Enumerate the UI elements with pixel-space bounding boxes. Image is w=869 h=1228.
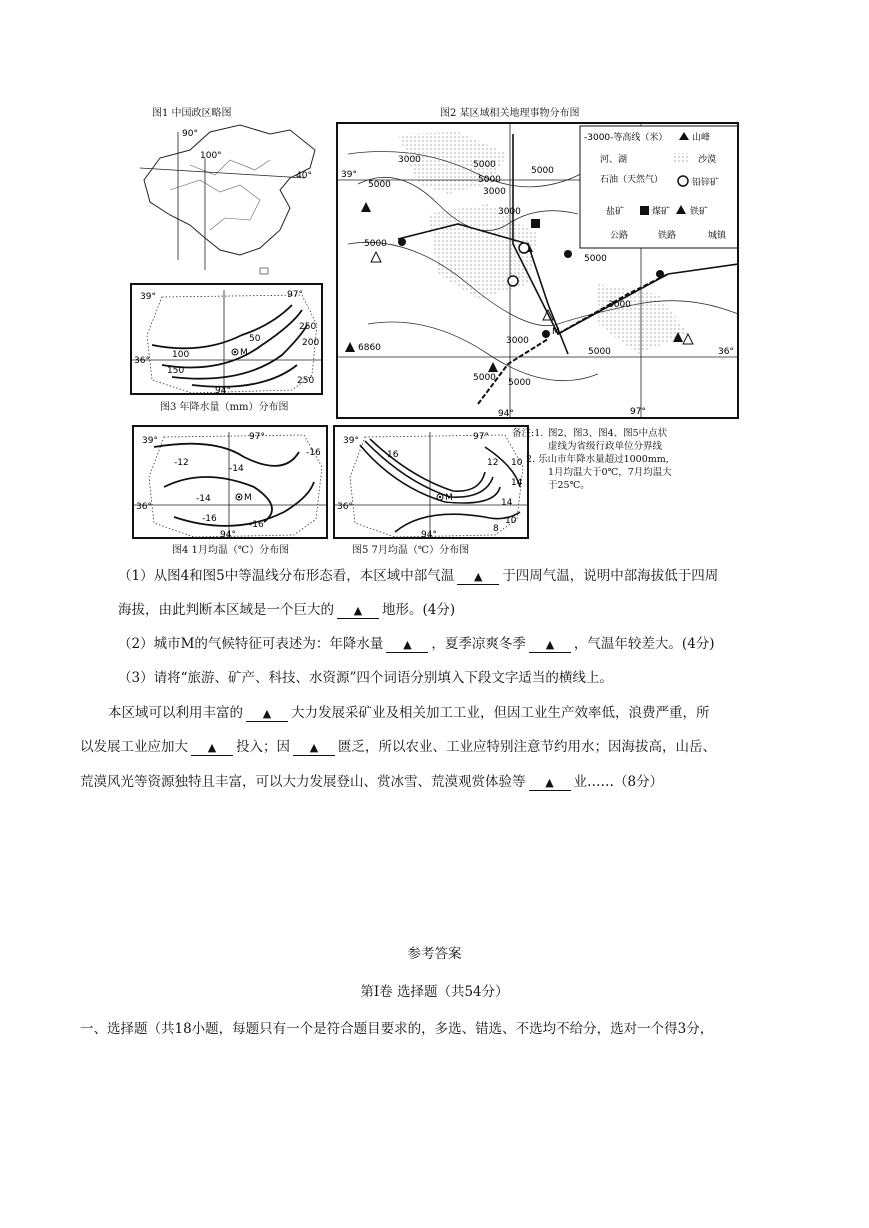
salt-icon bbox=[371, 252, 381, 262]
legend-peak: 山峰 bbox=[692, 133, 711, 143]
town-icon bbox=[398, 238, 406, 246]
isoline-label: -14 bbox=[196, 494, 211, 504]
para-text-e: 匮乏，所以农业、工业应特别注意节约用水；因海拔高，山岳、 bbox=[338, 739, 716, 755]
peak-icon bbox=[488, 362, 498, 372]
lead-zinc-icon bbox=[508, 276, 518, 286]
legend-contour: -3000-等高线（米） bbox=[584, 133, 668, 143]
question-1-line-2 bbox=[118, 600, 869, 620]
isoline-label: -16 bbox=[249, 520, 264, 530]
fig1-map bbox=[130, 120, 325, 278]
lead-zinc-icon bbox=[519, 243, 529, 253]
answer-title: 参考答案 bbox=[407, 946, 462, 962]
isoline-label: 8 bbox=[493, 524, 499, 534]
question-1-line-1 bbox=[118, 566, 869, 586]
lead-zinc-icon bbox=[678, 176, 688, 186]
answer-blank: ▲ bbox=[529, 775, 571, 791]
fig1-label-40: 40° bbox=[296, 171, 312, 181]
para-text-a: 本区域可以利用丰富的 bbox=[108, 705, 243, 721]
isoline-label: -14 bbox=[229, 464, 244, 474]
q2-text-c: ，气温年较差大。(4分) bbox=[573, 636, 715, 652]
china-map-outline bbox=[130, 120, 325, 278]
note-2c: 于25℃。 bbox=[548, 480, 590, 491]
legend-town: 城镇 bbox=[708, 231, 727, 241]
isoline-label: 12 bbox=[487, 458, 499, 468]
fig5-lon-97: 97° bbox=[473, 432, 489, 442]
city-m-label: M bbox=[552, 327, 560, 337]
answer-blank: ▲ bbox=[386, 637, 428, 653]
fig4-map-drawing bbox=[134, 427, 328, 539]
para-text-d: 投入；因 bbox=[236, 739, 290, 755]
paragraph-line-3 bbox=[80, 772, 869, 792]
contour-label: 5000 bbox=[473, 373, 496, 383]
fig4-lon-94: 94° bbox=[220, 530, 236, 540]
isoline-label: 200 bbox=[302, 338, 320, 348]
q1-text-c: 海拔，由此判断本区域是一个巨大的 bbox=[118, 602, 334, 618]
fig4-lat-39: 39° bbox=[142, 436, 158, 446]
contour-label: 3000 bbox=[608, 300, 631, 310]
fig4-map bbox=[132, 425, 328, 539]
lon-label-97: 97° bbox=[630, 407, 646, 417]
answer-blank: ▲ bbox=[293, 740, 335, 756]
fig3-caption: 图3 年降水量（mm）分布图 bbox=[160, 402, 289, 413]
contour-label: 5000 bbox=[364, 239, 387, 249]
fig4-city-m: M bbox=[244, 493, 252, 503]
isoline-label: 16 bbox=[387, 450, 399, 460]
notes-title: 备注:1. bbox=[512, 428, 544, 439]
answer-blank: ▲ bbox=[529, 637, 571, 653]
fig5-map bbox=[333, 425, 529, 539]
answer-line-1: 一、选择题（共18小题，每题只有一个是符合题目要求的，多选、错选、不选均不给分，选对一个得3分， bbox=[80, 1021, 714, 1037]
lat-label-39: 39° bbox=[341, 170, 357, 180]
para-text-c: 以发展工业应加大 bbox=[80, 739, 188, 755]
fig3-map bbox=[130, 283, 323, 395]
fig5-caption: 图5 7月均温（℃）分布图 bbox=[352, 545, 470, 556]
contour-label: 5000 bbox=[531, 166, 554, 176]
fig2-caption: 图2 某区域相关地理事物分布图 bbox=[440, 108, 580, 119]
legend-coal: 煤矿 bbox=[652, 207, 671, 217]
isoline-label: 14 bbox=[501, 498, 513, 508]
fig1-caption: 图1 中国政区略图 bbox=[152, 108, 232, 119]
isoline-label: 14 bbox=[511, 478, 523, 488]
contour-label: 5000 bbox=[508, 378, 531, 388]
paragraph-line-2 bbox=[80, 737, 869, 757]
answer-blank: ▲ bbox=[457, 569, 499, 585]
town-icon bbox=[656, 270, 664, 278]
legend-oil: 石油（天然气） bbox=[600, 175, 664, 185]
isoline-label: 150 bbox=[167, 366, 185, 376]
fig3-lon-94: 94° bbox=[215, 386, 231, 396]
question-3: （3）请将“旅游、矿产、科技、水资源”四个词语分别填入下段文字适当的横线上。 bbox=[118, 670, 613, 686]
legend-rail: 铁路 bbox=[658, 231, 677, 241]
contour-label: 5000 bbox=[478, 175, 501, 185]
salt-icon bbox=[683, 334, 693, 344]
para-text-f: 荒漠风光等资源独特且丰富，可以大力发展登山、赏冰雪、荒漠观赏体验等 bbox=[80, 774, 526, 790]
fig5-lat-36: 36° bbox=[337, 502, 353, 512]
fig3-lon-97: 97° bbox=[287, 290, 303, 300]
desert-icon bbox=[672, 153, 690, 163]
note-2: 2. 乐山市年降水量超过1000mm, bbox=[526, 454, 669, 465]
q1-text-b: 于四周气温，说明中部海拔低于四周 bbox=[502, 568, 719, 584]
q2-text-b: ，夏季凉爽冬季 bbox=[431, 636, 526, 652]
isoline-label: 10 bbox=[505, 516, 517, 526]
town-icon bbox=[564, 250, 572, 258]
fig5-map-drawing bbox=[335, 427, 529, 539]
fig3-lat-36: 36° bbox=[134, 356, 150, 366]
legend-desert: 沙漠 bbox=[698, 155, 717, 165]
answer-blank: ▲ bbox=[246, 706, 288, 722]
legend-lead-zinc: 铅锌矿 bbox=[692, 178, 720, 188]
coal-icon bbox=[640, 206, 649, 215]
contour-label: 5000 bbox=[368, 180, 391, 190]
legend-road: 公路 bbox=[610, 231, 629, 241]
note-1: 图2、图3、图4、图5中点状 bbox=[548, 428, 668, 439]
fig3-map-drawing bbox=[132, 285, 323, 395]
isoline-label: -16 bbox=[202, 514, 217, 524]
fig4-lon-97: 97° bbox=[249, 432, 265, 442]
town-icon bbox=[542, 330, 550, 338]
fig2-map bbox=[336, 122, 739, 419]
contour-label: 3000 bbox=[506, 336, 529, 346]
fig1-label-100: 100° bbox=[200, 151, 222, 161]
fig3-lat-39: 39° bbox=[140, 292, 156, 302]
q2-text-a: （2）城市M的气候特征可表述为：年降水量 bbox=[118, 636, 384, 652]
fig2-map-drawing bbox=[338, 124, 739, 419]
isoline-label: -16 bbox=[306, 448, 321, 458]
contour-label: 5000 bbox=[473, 160, 496, 170]
contour-label: 5000 bbox=[588, 347, 611, 357]
fig5-city-m: M bbox=[445, 493, 453, 503]
coal-icon bbox=[531, 219, 540, 228]
isoline-label: 250 bbox=[299, 322, 317, 332]
isoline-label: 10 bbox=[511, 458, 523, 468]
fig1-label-90: 90° bbox=[182, 129, 198, 139]
legend-salt: 盐矿 bbox=[606, 207, 625, 217]
answer-blank: ▲ bbox=[337, 603, 379, 619]
question-2 bbox=[118, 634, 869, 654]
contour-label: 3000 bbox=[498, 207, 521, 217]
answer-blank: ▲ bbox=[191, 740, 233, 756]
lat-label-36: 36° bbox=[718, 347, 734, 357]
figure-notes bbox=[512, 427, 672, 492]
answer-section-title: 第Ⅰ卷 选择题（共54分） bbox=[360, 984, 509, 1000]
isoline-label: 100 bbox=[172, 350, 190, 360]
legend-river: 河、湖 bbox=[600, 155, 628, 165]
contour-label: 3000 bbox=[483, 187, 506, 197]
isoline-label: -12 bbox=[174, 458, 189, 468]
isoline-label: 250 bbox=[297, 376, 315, 386]
fig5-lon-94: 94° bbox=[421, 530, 437, 540]
paragraph-line-1 bbox=[108, 703, 869, 723]
para-text-g: 业……（8分） bbox=[573, 774, 664, 790]
peak-elevation-label: 6860 bbox=[358, 343, 381, 353]
oil-icon bbox=[361, 202, 371, 212]
q1-text-a: （1）从图4和图5中等温线分布形态看，本区域中部气温 bbox=[118, 568, 455, 584]
fig5-lat-39: 39° bbox=[343, 436, 359, 446]
lon-label-94: 94° bbox=[498, 409, 514, 419]
fig4-caption: 图4 1月均温（℃）分布图 bbox=[172, 545, 290, 556]
fig3-city-m: M bbox=[240, 348, 248, 358]
note-2b: 1月均温大于0℃，7月均温大 bbox=[548, 467, 672, 478]
q1-text-d: 地形。(4分) bbox=[382, 602, 456, 618]
isoline-label: 50 bbox=[249, 334, 261, 344]
legend-iron: 铁矿 bbox=[690, 207, 709, 217]
peak-icon bbox=[345, 342, 355, 352]
para-text-b: 大力发展采矿业及相关加工工业，但因工业生产效率低，浪费严重，所 bbox=[291, 705, 710, 721]
fig4-lat-36: 36° bbox=[136, 502, 152, 512]
contour-label: 3000 bbox=[398, 155, 421, 165]
contour-label: 5000 bbox=[584, 254, 607, 264]
note-1b: 虚线为省级行政单位分界线 bbox=[548, 441, 663, 452]
